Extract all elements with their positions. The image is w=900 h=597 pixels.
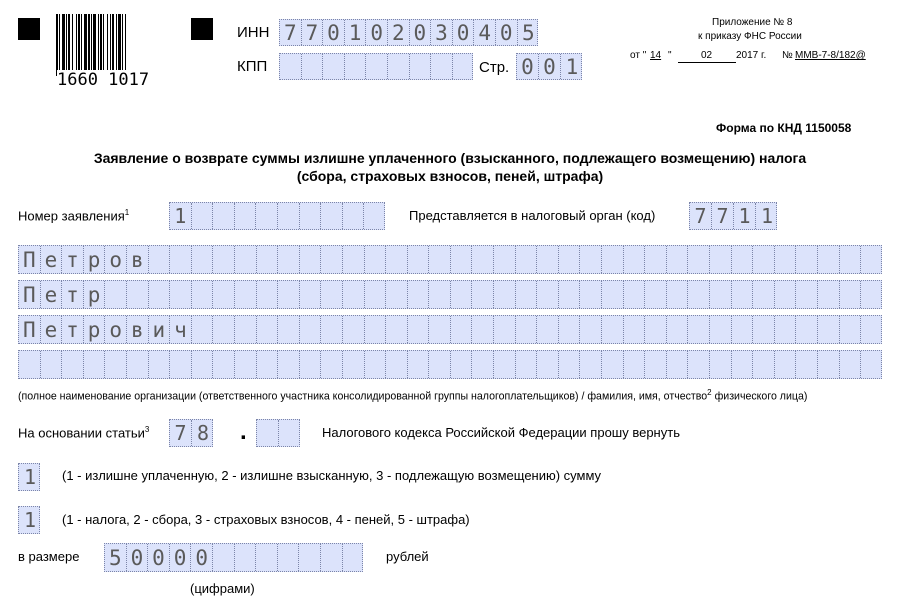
- char-cell: [559, 316, 581, 343]
- char-cell: [192, 246, 214, 273]
- barcode-bar: [76, 14, 77, 76]
- name-line-3-field[interactable]: [18, 315, 882, 344]
- char-cell: [300, 316, 322, 343]
- char-cell: [343, 203, 365, 229]
- barcode-bar: [110, 14, 111, 76]
- form-title-line2: (сбора, страховых взносов, пеней, штрафа): [296, 168, 604, 184]
- char-cell: [624, 316, 646, 343]
- char-cell: [213, 544, 235, 571]
- char-cell: [386, 281, 408, 308]
- char-cell: 0: [539, 54, 561, 79]
- char-cell: [688, 316, 710, 343]
- char-cell: [451, 281, 473, 308]
- char-cell: [343, 281, 365, 308]
- char-cell: 1: [23, 465, 37, 489]
- char-cell: [213, 281, 235, 308]
- amount-currency: рублей: [386, 549, 429, 564]
- appendix-year: 2017 г.: [736, 50, 767, 61]
- char-cell: 7: [170, 420, 192, 446]
- char-cell: [840, 246, 862, 273]
- char-cell: [321, 281, 343, 308]
- char-cell: [235, 281, 257, 308]
- char-cell: е: [41, 281, 63, 308]
- char-cell: [192, 351, 214, 378]
- char-cell: [516, 246, 538, 273]
- kpp-label: КПП: [237, 58, 268, 75]
- char-cell: [257, 420, 279, 446]
- article-part-field[interactable]: [256, 419, 300, 447]
- char-cell: 7: [302, 20, 324, 45]
- barcode-bar: [56, 14, 58, 76]
- char-cell: [451, 351, 473, 378]
- char-cell: [796, 351, 818, 378]
- char-cell: [667, 351, 689, 378]
- char-cell: [537, 281, 559, 308]
- inn-label: ИНН: [237, 24, 270, 41]
- barcode-bar: [103, 14, 104, 76]
- char-cell: е: [41, 316, 63, 343]
- char-cell: 1: [565, 54, 579, 79]
- char-cell: [537, 246, 559, 273]
- char-cell: [278, 281, 300, 308]
- char-cell: [602, 281, 624, 308]
- char-cell: 0: [127, 544, 149, 571]
- tax-authority-code-field[interactable]: [689, 202, 777, 230]
- char-cell: [192, 203, 214, 229]
- tax-authority-label: Представляется в налоговый орган (код): [409, 208, 656, 223]
- char-cell: [753, 351, 775, 378]
- application-number-label: Номер заявления$^1$: [18, 208, 130, 224]
- char-cell: [861, 351, 883, 378]
- char-cell: [494, 246, 516, 273]
- refund-type-field[interactable]: [18, 463, 40, 491]
- char-cell: [343, 544, 365, 571]
- barcode-bar: [84, 14, 87, 76]
- char-cell: е: [41, 246, 63, 273]
- char-cell: 1: [734, 203, 756, 229]
- char-cell: [431, 54, 453, 79]
- char-cell: 7: [712, 203, 734, 229]
- char-cell: [388, 54, 410, 79]
- char-cell: [516, 351, 538, 378]
- char-cell: [299, 544, 321, 571]
- char-cell: 0: [410, 20, 432, 45]
- char-cell: [386, 316, 408, 343]
- char-cell: [278, 351, 300, 378]
- char-cell: [300, 281, 322, 308]
- footnote-1: 1: [124, 208, 130, 217]
- char-cell: 0: [323, 20, 345, 45]
- char-cell: [645, 246, 667, 273]
- char-cell: [149, 281, 171, 308]
- barcode-number: 1660 1017: [57, 70, 150, 90]
- char-cell: [235, 316, 257, 343]
- barcode-bar: [107, 14, 108, 76]
- char-cell: [472, 246, 494, 273]
- char-cell: [192, 281, 214, 308]
- char-cell: [235, 351, 257, 378]
- char-cell: [19, 351, 41, 378]
- char-cell: [170, 351, 192, 378]
- char-cell: [861, 246, 883, 273]
- char-cell: [235, 544, 257, 571]
- char-cell: [796, 281, 818, 308]
- char-cell: [688, 351, 710, 378]
- appendix-day: 14: [650, 50, 662, 61]
- barcode-bar: [93, 14, 96, 76]
- char-cell: т: [62, 246, 84, 273]
- char-cell: [753, 246, 775, 273]
- char-cell: [688, 281, 710, 308]
- char-cell: [213, 203, 235, 229]
- char-cell: ч: [170, 316, 192, 343]
- form-title-line1: Заявление о возврате суммы излишне уплаченного (взысканного, подлежащего возмещению) налога: [93, 150, 807, 166]
- article-label: На основании статьи$^3$: [18, 425, 150, 441]
- name-line-4-field[interactable]: [18, 350, 882, 379]
- char-cell: [366, 54, 388, 79]
- char-cell: [321, 351, 343, 378]
- char-cell: [386, 246, 408, 273]
- char-cell: [170, 281, 192, 308]
- char-cell: [256, 544, 278, 571]
- char-cell: 3: [431, 20, 453, 45]
- char-cell: [278, 544, 300, 571]
- barcode-bar: [125, 14, 126, 76]
- char-cell: [408, 281, 430, 308]
- char-cell: [343, 316, 365, 343]
- char-cell: и: [149, 316, 171, 343]
- char-cell: [559, 351, 581, 378]
- barcode-bar: [72, 14, 73, 76]
- char-cell: р: [84, 281, 106, 308]
- barcode: [55, 14, 177, 94]
- char-cell: [429, 316, 451, 343]
- refund-type-description: (1 - излишне уплаченную, 2 - излишне взысканную, 3 - подлежащую возмещению) сумму: [62, 468, 602, 483]
- char-cell: 1: [23, 508, 37, 532]
- page-label: Стр.: [479, 59, 510, 76]
- char-cell: [775, 316, 797, 343]
- char-cell: [580, 281, 602, 308]
- char-cell: [645, 351, 667, 378]
- char-cell: [429, 281, 451, 308]
- char-cell: [580, 351, 602, 378]
- char-cell: [732, 316, 754, 343]
- char-cell: [321, 246, 343, 273]
- amount-caption: (цифрами): [190, 581, 255, 596]
- application-number-field[interactable]: [169, 202, 385, 230]
- char-cell: [732, 246, 754, 273]
- char-cell: [861, 316, 883, 343]
- char-cell: [624, 246, 646, 273]
- char-cell: [345, 54, 367, 79]
- char-cell: 0: [453, 20, 475, 45]
- appendix-from-label: от ": [630, 50, 647, 61]
- registration-mark-left: [18, 18, 40, 40]
- char-cell: 2: [388, 20, 410, 45]
- char-cell: [775, 281, 797, 308]
- amount-field[interactable]: [104, 543, 363, 572]
- char-cell: [451, 246, 473, 273]
- char-cell: [364, 203, 386, 229]
- char-cell: [62, 351, 84, 378]
- char-cell: [580, 316, 602, 343]
- name-caption: (полное наименование организации (ответственного участника консолидированной группы налогоплательщиков) / фамилия, имя, отчество$^2$ физического лица): [18, 388, 808, 403]
- char-cell: [494, 316, 516, 343]
- char-cell: [41, 351, 63, 378]
- char-cell: [710, 281, 732, 308]
- footnote-2: 2: [707, 388, 712, 397]
- barcode-bar: [66, 14, 67, 76]
- article-dot: .: [240, 418, 247, 445]
- char-cell: [710, 351, 732, 378]
- char-cell: [170, 246, 192, 273]
- char-cell: [321, 316, 343, 343]
- char-cell: [775, 351, 797, 378]
- char-cell: [365, 281, 387, 308]
- char-cell: [602, 316, 624, 343]
- char-cell: П: [19, 246, 41, 273]
- char-cell: 0: [148, 544, 170, 571]
- page-number-field[interactable]: [516, 53, 582, 80]
- char-cell: в: [127, 246, 149, 273]
- char-cell: [192, 316, 214, 343]
- char-cell: [235, 246, 257, 273]
- char-cell: 7: [280, 20, 302, 45]
- char-cell: [667, 316, 689, 343]
- char-cell: [472, 351, 494, 378]
- barcode-bar: [91, 14, 92, 76]
- char-cell: 0: [366, 20, 388, 45]
- char-cell: [472, 281, 494, 308]
- barcode-bar: [78, 14, 80, 76]
- barcode-bar: [118, 14, 121, 76]
- char-cell: [537, 351, 559, 378]
- payment-kind-description: (1 - налога, 2 - сбора, 3 - страховых взносов, 4 - пеней, 5 - штрафа): [62, 512, 470, 527]
- char-cell: [451, 316, 473, 343]
- char-cell: [321, 544, 343, 571]
- char-cell: [602, 246, 624, 273]
- char-cell: [818, 316, 840, 343]
- registration-mark-right: [191, 18, 213, 40]
- char-cell: [494, 351, 516, 378]
- appendix-month: 02: [701, 50, 713, 61]
- char-cell: 0: [191, 544, 213, 571]
- char-cell: 1: [170, 203, 192, 229]
- char-cell: [453, 54, 475, 79]
- char-cell: 5: [522, 20, 535, 45]
- amount-label: в размере: [18, 549, 80, 564]
- char-cell: [861, 281, 883, 308]
- barcode-bar: [81, 14, 82, 76]
- char-cell: [279, 420, 301, 446]
- article-number-field[interactable]: [169, 419, 213, 447]
- char-cell: [278, 316, 300, 343]
- char-cell: [105, 281, 127, 308]
- char-cell: 5: [105, 544, 127, 571]
- char-cell: [818, 281, 840, 308]
- char-cell: 8: [196, 421, 210, 445]
- char-cell: [580, 246, 602, 273]
- footnote-3: 3: [144, 425, 150, 434]
- char-cell: [840, 316, 862, 343]
- char-cell: р: [84, 316, 106, 343]
- char-cell: [624, 281, 646, 308]
- char-cell: [84, 351, 106, 378]
- char-cell: [149, 351, 171, 378]
- char-cell: [818, 351, 840, 378]
- char-cell: [408, 351, 430, 378]
- payment-kind-field[interactable]: [18, 506, 40, 534]
- char-cell: [494, 281, 516, 308]
- char-cell: [257, 246, 279, 273]
- char-cell: [127, 281, 149, 308]
- char-cell: [840, 351, 862, 378]
- article-suffix: Налогового кодекса Российской Федерации прошу вернуть: [322, 425, 680, 440]
- char-cell: [386, 351, 408, 378]
- char-cell: [343, 351, 365, 378]
- barcode-bar: [88, 14, 90, 76]
- char-cell: [300, 246, 322, 273]
- char-cell: [257, 316, 279, 343]
- barcode-bar: [112, 14, 114, 76]
- char-cell: [105, 351, 127, 378]
- char-cell: т: [62, 281, 84, 308]
- char-cell: [278, 246, 300, 273]
- barcode-bar: [59, 14, 60, 76]
- char-cell: [256, 203, 278, 229]
- form-code: Форма по КНД 1150058: [716, 121, 852, 135]
- char-cell: [516, 281, 538, 308]
- char-cell: [818, 246, 840, 273]
- char-cell: [645, 316, 667, 343]
- char-cell: [840, 281, 862, 308]
- barcode-bar: [122, 14, 123, 76]
- char-cell: [213, 351, 235, 378]
- char-cell: [537, 316, 559, 343]
- char-cell: [775, 246, 797, 273]
- char-cell: [365, 316, 387, 343]
- barcode-bar: [100, 14, 102, 76]
- char-cell: [732, 351, 754, 378]
- char-cell: [323, 54, 345, 79]
- char-cell: [343, 246, 365, 273]
- char-cell: т: [62, 316, 84, 343]
- char-cell: о: [105, 316, 127, 343]
- appendix-month-underline: [678, 62, 736, 63]
- char-cell: [559, 281, 581, 308]
- char-cell: [127, 351, 149, 378]
- char-cell: [710, 246, 732, 273]
- char-cell: о: [105, 246, 127, 273]
- char-cell: 0: [517, 54, 539, 79]
- char-cell: [429, 351, 451, 378]
- char-cell: [796, 246, 818, 273]
- name-line-2-field[interactable]: [18, 280, 882, 309]
- char-cell: р: [84, 246, 106, 273]
- appendix-line2: к приказу ФНС России: [698, 31, 802, 42]
- char-cell: [688, 246, 710, 273]
- char-cell: 0: [496, 20, 518, 45]
- appendix-line1: Приложение № 8: [712, 17, 793, 28]
- char-cell: [710, 316, 732, 343]
- char-cell: [257, 281, 279, 308]
- char-cell: [300, 203, 322, 229]
- barcode-bar: [116, 14, 117, 76]
- char-cell: 7: [690, 203, 712, 229]
- char-cell: [235, 203, 257, 229]
- char-cell: 0: [170, 544, 192, 571]
- char-cell: [516, 316, 538, 343]
- appendix-order-number: ММВ-7-8/182@: [795, 50, 866, 61]
- char-cell: [408, 246, 430, 273]
- char-cell: [213, 316, 235, 343]
- appendix-quote-close: ": [668, 50, 672, 61]
- char-cell: [602, 351, 624, 378]
- kpp-field[interactable]: [279, 53, 473, 80]
- char-cell: [667, 246, 689, 273]
- char-cell: 4: [474, 20, 496, 45]
- appendix-number-label: №: [782, 50, 793, 61]
- char-cell: [645, 281, 667, 308]
- char-cell: [753, 281, 775, 308]
- char-cell: 1: [345, 20, 367, 45]
- char-cell: [667, 281, 689, 308]
- char-cell: [365, 246, 387, 273]
- char-cell: [472, 316, 494, 343]
- char-cell: П: [19, 281, 41, 308]
- char-cell: [624, 351, 646, 378]
- char-cell: [365, 351, 387, 378]
- char-cell: [429, 246, 451, 273]
- barcode-bar: [62, 14, 65, 76]
- barcode-bars: [55, 14, 177, 76]
- char-cell: [321, 203, 343, 229]
- char-cell: [302, 54, 324, 79]
- char-cell: [796, 316, 818, 343]
- char-cell: [559, 246, 581, 273]
- char-cell: [410, 54, 432, 79]
- char-cell: П: [19, 316, 41, 343]
- inn-field[interactable]: [279, 19, 538, 46]
- barcode-bar: [68, 14, 70, 76]
- char-cell: [257, 351, 279, 378]
- char-cell: [213, 246, 235, 273]
- char-cell: [149, 246, 171, 273]
- barcode-bar: [98, 14, 99, 76]
- name-line-1-field[interactable]: [18, 245, 882, 274]
- char-cell: [300, 351, 322, 378]
- char-cell: 1: [760, 204, 774, 228]
- char-cell: [408, 316, 430, 343]
- char-cell: [278, 203, 300, 229]
- char-cell: [753, 316, 775, 343]
- char-cell: [732, 281, 754, 308]
- char-cell: в: [127, 316, 149, 343]
- char-cell: [280, 54, 302, 79]
